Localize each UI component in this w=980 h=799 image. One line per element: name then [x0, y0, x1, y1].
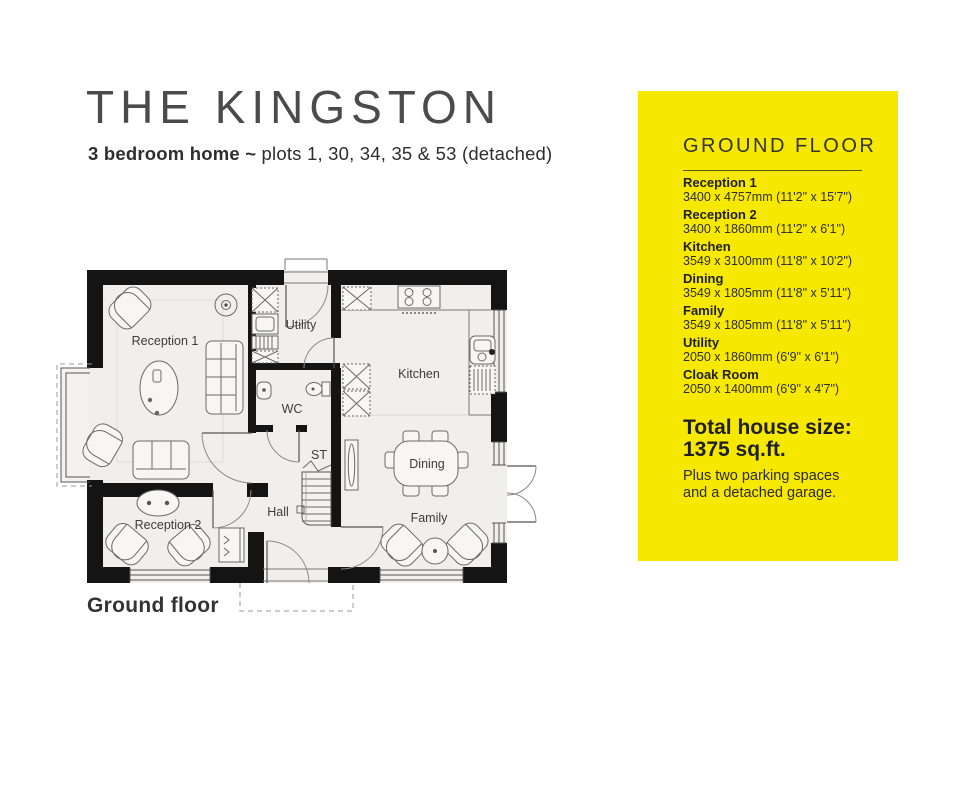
page-title: THE KINGSTON: [86, 81, 502, 133]
utility-units: [252, 288, 278, 363]
spec-panel: [638, 91, 898, 561]
label-reception1: Reception 1: [131, 334, 199, 348]
family-round-table: [422, 538, 448, 564]
window-family-side: [492, 523, 506, 543]
dishwasher: [470, 366, 495, 394]
window-reception2: [130, 568, 210, 582]
porch-outline: [240, 583, 353, 611]
french-doors: [507, 466, 536, 522]
total-value: 1375 sq.ft.: [683, 438, 786, 461]
toilet: [306, 382, 330, 396]
cabinet-reception2: [219, 528, 244, 562]
kitchen-sink: [470, 336, 495, 364]
room-spec: Cloak Room 2050 x 1400mm (6'9" x 4'7"): [683, 367, 840, 396]
panel-heading: GROUND FLOOR: [683, 135, 862, 171]
parking-note: Plus two parking spaces and a detached garage.: [683, 468, 840, 501]
total-house-size: [683, 417, 862, 461]
label-reception2: Reception 2: [134, 518, 202, 532]
total-label: Total house size:: [683, 416, 852, 439]
room-spec-list: [683, 175, 862, 397]
label-st: ST: [311, 448, 327, 462]
floor-plan: [50, 255, 550, 615]
room-spec: Dining 3549 x 1805mm (11'8" x 5'11"): [683, 271, 852, 300]
label-utility: Utility: [285, 318, 317, 332]
sofa-bottom: [133, 441, 189, 479]
radiator: [345, 440, 358, 490]
side-table-reception2: [137, 490, 179, 516]
label-family: Family: [410, 511, 448, 525]
window-dining-side: [492, 442, 506, 465]
room-spec: Kitchen 3549 x 3100mm (11'8" x 10'2"): [683, 239, 853, 268]
subtitle-bold: 3 bedroom home ~: [88, 143, 257, 164]
label-dining: Dining: [409, 457, 445, 471]
window-family: [380, 568, 463, 582]
room-spec: Family 3549 x 1805mm (11'8" x 5'11"): [683, 303, 852, 332]
room-spec: Reception 2 3400 x 1860mm (11'2" x 6'1"): [683, 207, 846, 236]
label-wc: WC: [281, 402, 303, 416]
stairs: [297, 472, 331, 525]
coffee-table: [140, 361, 178, 415]
wc-basin: [257, 382, 271, 399]
room-spec: Reception 1 3400 x 4757mm (11'2" x 15'7"): [683, 175, 853, 204]
label-kitchen: Kitchen: [398, 367, 440, 381]
sofa-right: [206, 341, 243, 414]
room-spec: Utility 2050 x 1860mm (6'9" x 6'1"): [683, 335, 840, 364]
kitchen-cabinet-top: [343, 287, 371, 310]
floor-label: Ground floor: [87, 594, 219, 617]
page-subtitle: [88, 143, 552, 165]
subtitle-plots: plots 1, 30, 34, 35 & 53 (detached): [256, 143, 553, 164]
label-hall: Hall: [267, 505, 289, 519]
